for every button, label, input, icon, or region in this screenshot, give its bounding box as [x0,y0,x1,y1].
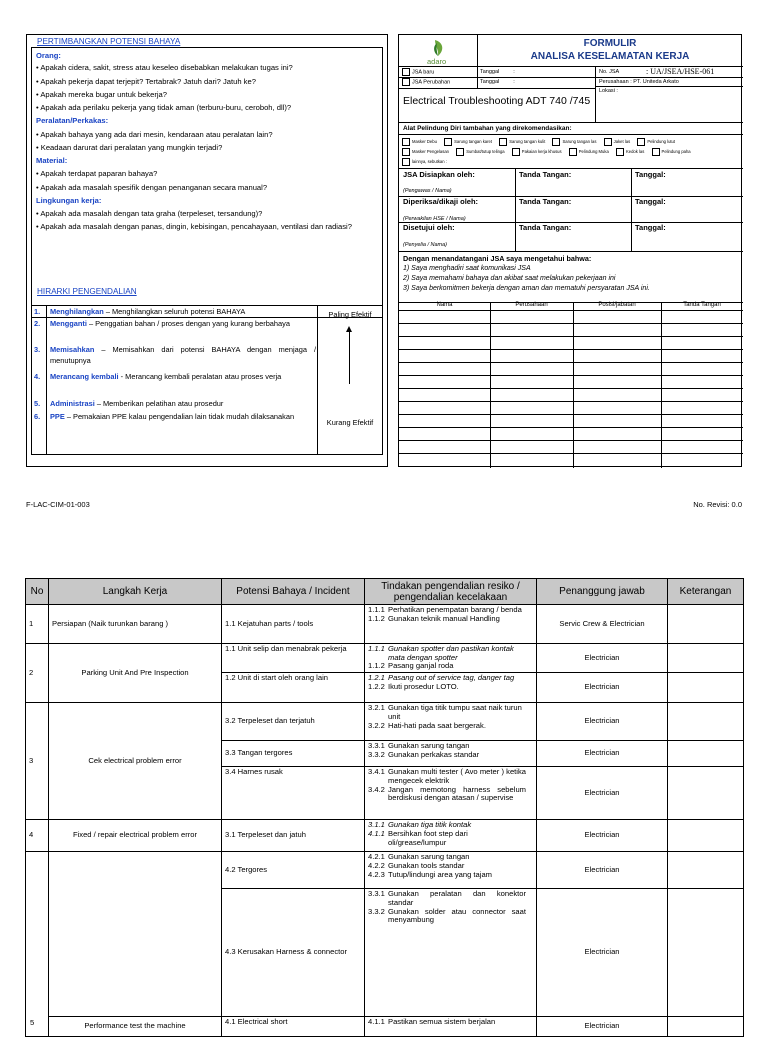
row-keterangan [668,673,744,703]
row-step: Persiapan (Naik turunkan barang ) [49,605,222,644]
table-row [26,1017,744,1037]
paling-efektif-label: Paling Efektif [328,310,372,319]
row-pj: Servic Crew & Electrician [537,605,668,644]
tanggal-label: Tanggal: [635,170,666,179]
tanda-tangan-label: Tanda Tangan: [519,170,572,179]
row-actions: 3.3.1 Gunakan peralatan dan konektor standar 3.3.2 Gunakan solder atau connector saat menyambung [365,889,537,1017]
tanggal-label: Tanggal : [480,79,515,85]
col-header-no: No [26,579,49,605]
checkbox[interactable] [402,68,410,76]
logo-wordmark: adaro [427,57,447,66]
row-no: 1 [26,605,49,644]
attendance-header-nama: Nama [436,302,453,308]
row-actions: 3.2.1 Gunakan tiga titik tumpu saat naik turun unit 3.2.2 Hati-hati pada saat bergerak. [365,703,537,741]
row-pj: Electrician [537,644,668,673]
row-pj: Electrician [537,673,668,703]
row-keterangan [668,767,744,820]
row-no: 4 [26,820,49,852]
category-peralatan: Peralatan/Perkakas: [36,116,109,126]
row-pj: Electrician [537,741,668,767]
jsa-steps-table [25,578,744,1037]
row-no: 2 [26,644,49,703]
table-header-row [26,579,744,605]
apd-option[interactable]: Sarung tangan kulit [499,139,545,144]
category-material: Material: [36,156,68,165]
form-title: FORMULIR ANALISA KESELAMATAN KERJA [530,38,690,62]
signer-label: JSA Disiapkan oleh: [403,170,475,179]
row-keterangan [668,741,744,767]
row-step: Cek electrical problem error [49,703,222,820]
col-header-langkah: Langkah Kerja [49,579,222,605]
revision-number: No. Revisi: 0.0 [693,500,742,509]
signer-label: Diperiksa/dikaji oleh: [403,197,479,206]
apd-other[interactable]: lainnya, sebutkan : [402,157,742,167]
row-actions: 3.4.1 Gunakan multi tester ( Avo meter ) ketika mengecek elektrik 3.4.2 Jangan memotong harness sebelum berdiskusi dengan atasan / supervise [365,767,537,820]
row-hazard: 1.2 Unit di start oleh orang lain [222,673,365,703]
list-item: • Keadaan darurat dari peralatan yang mungkin terjadi? [36,142,223,152]
table-row [26,852,744,889]
table-row [26,605,744,644]
apd-option[interactable]: Sumbat/tutup telinga [456,149,504,154]
row-keterangan [668,703,744,741]
apd-option[interactable]: Sarung tangan karet [444,139,492,144]
control-hierarchy-box: Paling Efektif Kurang Efektif 1. Menghilangkan – Menghilangkan seluruh potensi BAHAYA 2. Mengganti – Penggatian bahan / proses dengan yang kurang berbahaya 3. Memisahkan – Memisahkan dari potensi BAHAYA dengan menjaga / menutupnya 4. Merancang kembali - Merancang kembali peralatan atau proses verja 5. Administrasi – Memberikan pelatihan atau prosedur 6. PPE – Pemakaian PPE kalau pengendalian lain tidak mudah dilaksanakan [31,305,383,455]
table-row [26,820,744,852]
tanggal-label: Tanggal: [635,197,666,206]
signer-label: Disetujui oleh: [403,223,455,232]
table-row [26,644,744,673]
attendance-header-ttd: Tanda Tangan [683,302,721,308]
list-item: • Apakah terdapat paparan bahaya? [36,169,158,179]
apd-option[interactable]: Masker Debu [402,139,437,144]
tanda-tangan-label: Tanda Tangan: [519,197,572,206]
tanda-tangan-label: Tanda Tangan: [519,223,572,232]
list-item: 3) Saya berkomitmen bekerja dengan aman dan mematuhi persyaratan JSA ini. [403,285,650,292]
attendance-header-posisi: Posisi/jabatan [598,302,636,308]
no-jsa-value: : UA/JSEA/HSE-061 [646,67,715,76]
col-header-potensi: Potensi Bahaya / Incident [222,579,365,605]
job-title: Electrical Troubleshooting ADT 740 /745 [403,95,591,107]
apd-option[interactable]: Kedok las [616,149,644,154]
no-jsa-label: No. JSA [599,69,620,75]
doc-code: F-LAC-CIM-01-003 [26,500,90,509]
row-hazard: 3.4 Harnes rusak [222,767,365,820]
list-item: • Apakah ada masalah dengan tata graha (terpeleset, tersandung)? [36,209,263,218]
row-keterangan [668,605,744,644]
row-hazard: 1.1 Kejatuhan parts / tools [222,605,365,644]
list-item: • Apakah ada masalah spesifik dengan penanganan secara manual? [36,182,268,192]
list-item: • Apakah pekerja dapat terjepit? Tertabrak? Jatuh dari? Jatuh ke? [36,76,256,86]
agreement-list [403,264,650,294]
tanggal-label: Tanggal: [635,223,666,232]
list-item: • Apakah ada perilaku pekerja yang tidak aman (terburu-buru, ceroboh, dll)? [36,103,292,112]
apd-label: Alat Pelindung Diri tambahan yang direkomendasikan: [403,125,572,132]
row-pj: Electrician [537,1017,668,1037]
section-title-hirarki: HIRARKI PENGENDALIAN [37,287,137,296]
row-no [26,852,49,1037]
signer-sub: (Pengawas / Nama) [403,188,452,194]
row-hazard: 3.3 Tangan tergores [222,741,365,767]
perusahaan-field: Perusahaan : PT. Uniteda Arkato [599,79,679,85]
category-orang: Orang: [36,51,61,60]
col-header-tindakan: Tindakan pengendalian resiko / pengendalian kecelakaan [365,579,537,605]
row-pj: Electrician [537,820,668,852]
list-item: 1) Saya menghadiri saat komunikasi JSA [403,265,531,272]
row-pj: Electrician [537,889,668,1017]
considerations-box [31,47,383,318]
row-actions: 1.1.1 Perhatikan penempatan barang / benda 1.1.2 Gunakan teknik manual Handling [365,605,537,644]
row-pj: Electrician [537,703,668,741]
list-item: • Apakah cidera, sakit, stress atau keseleo disebabkan melakukan tugas ini? [36,63,293,73]
apd-option[interactable]: Jaket las [604,139,631,144]
row-keterangan [668,1017,744,1037]
table-row [26,703,744,741]
apd-option[interactable]: Pelindung paha [652,149,691,154]
list-item: • Apakah bahaya yang ada dari mesin, kendaraan atau peralatan lain? [36,129,273,139]
apd-option[interactable]: Pelindung Muka [569,149,609,154]
apd-option[interactable]: Pakaian kerja khusus [512,149,562,154]
attendance-header-perusahaan: Perusahaan [515,302,548,308]
row-step: Parking Unit And Pre Inspection [49,644,222,703]
agreement-title: Dengan menandatangani JSA saya mengetahui bahwa: [403,254,592,263]
list-item: • Apakah ada masalah dengan panas, dingin, kebisingan, pencahayaan, ventilasi dan radiasi? [36,222,352,232]
row-hazard: 1.1 Unit selip dan menabrak pekerja [222,644,365,673]
arrow-shaft [349,330,350,384]
row-step [49,852,222,1017]
jsa-form-panel [398,34,742,467]
section-title-potensi-bahaya: PERTIMBANGKAN POTENSI BAHAYA [37,37,181,46]
apd-option[interactable]: Sarung tangan las [552,139,596,144]
row-step: Fixed / repair electrical problem error [49,820,222,852]
row-keterangan [668,820,744,852]
hazard-considerations-panel [26,34,388,467]
list-item: • Apakah mereka bugar untuk bekerja? [36,89,167,99]
row-actions: 1.2.1 Pasang out of service tag, danger tag 1.2.2 Ikuti prosedur LOTO. [365,673,537,703]
row-actions: 3.3.1 Gunakan sarung tangan 3.3.2 Gunakan perkakas standar [365,741,537,767]
row-hazard: 4.1 Electrical short [222,1017,365,1037]
apd-option[interactable]: Masker Pengelasan [402,149,449,154]
row-hazard: 4.3 Kerusakan Harness & connector [222,889,365,1017]
row-no: 3 [26,703,49,820]
row-keterangan [668,644,744,673]
col-header-keterangan: Keterangan [668,579,744,605]
row-hazard: 4.2 Tergores [222,852,365,889]
row-hazard: 3.2 Terpeleset dan terjatuh [222,703,365,741]
row-keterangan [668,889,744,1017]
row-step: Performance test the machine [49,1017,222,1037]
row-actions: 4.2.1 Gunakan sarung tangan 4.2.2 Gunakan tools standar 4.2.3 Tutup/lindungi area yang tajam [365,852,537,889]
lokasi-field: Lokasi : [599,88,618,94]
row-pj: Electrician [537,852,668,889]
apd-options [402,137,742,167]
tanggal-label: Tanggal : [480,69,515,75]
apd-option[interactable]: Pelindung lutut [637,139,675,144]
signer-sub: (Perwakilan HSE / Nama) [403,216,466,222]
row-pj: Electrician [537,767,668,820]
signer-sub: (Penyelia / Nama) [403,242,448,248]
kurang-efektif-label: Kurang Efektif [326,418,374,427]
row-no: 5 [30,1018,35,1027]
jsa-perubahan-option[interactable]: JSA Perubahan [402,78,450,86]
jsa-baru-option[interactable]: JSA baru [402,68,434,76]
checkbox[interactable] [402,78,410,86]
col-header-pj: Penanggung jawab [537,579,668,605]
arrow-up-icon [346,326,352,332]
row-keterangan [668,852,744,889]
row-actions: 1.1.1 Gunakan spotter dan pastikan kontak mata dengan spotter 1.1.2 Pasang ganjal roda [365,644,537,673]
list-item: 2) Saya memahami bahaya dan akibat saat melakukan pekerjaan ini [403,275,616,282]
row-hazard: 3.1 Terpeleset dan jatuh [222,820,365,852]
row-actions: 4.1.1 Pastikan semua sistem berjalan [365,1017,537,1037]
row-actions: 3.1.1 Gunakan tiga titik kontak 4.1.1 Bersihkan foot step dari oli/grease/lumpur [365,820,537,852]
category-lingkungan: Lingkungan kerja: [36,195,102,205]
